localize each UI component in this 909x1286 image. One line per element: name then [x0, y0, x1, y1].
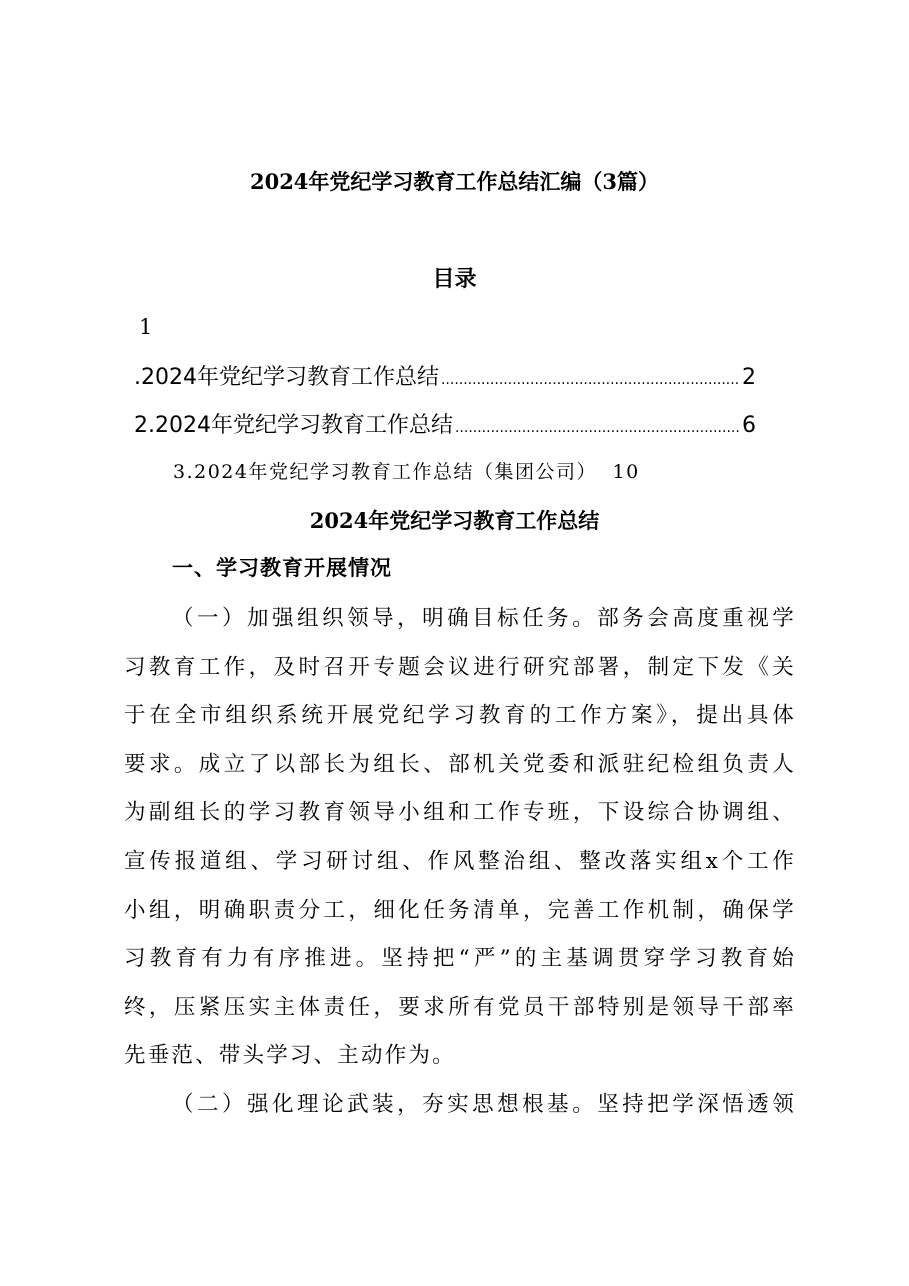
toc-entry-page: 2	[742, 365, 756, 390]
toc-entry-label: 2.2024年党纪学习教育工作总结	[134, 413, 453, 438]
toc-stray-number: 1	[139, 315, 153, 339]
toc-entry-page: 10	[612, 461, 640, 483]
paragraph-line: 终，压紧压实主体责任，要求所有党员干部特别是领导干部率	[124, 994, 796, 1020]
toc-entry-label: .2024年党纪学习教育工作总结	[134, 365, 439, 390]
paragraph-line: 要求。成立了以部长为组长、部机关党委和派驻纪检组负责人	[124, 751, 796, 777]
paragraph-line: 为副组长的学习教育领导小组和工作专班，下设综合协调组、	[124, 800, 796, 826]
toc-entry[interactable]	[173, 457, 640, 484]
toc-entry[interactable]	[134, 360, 756, 391]
toc-entry-label: 3.2024年党纪学习教育工作总结（集团公司）	[173, 461, 597, 483]
paragraph-line: 于在全市组织系统开展党纪学习教育的工作方案》，提出具体	[124, 703, 796, 729]
toc-entry[interactable]	[134, 408, 756, 439]
paragraph-line: 宣传报道组、学习研讨组、作风整治组、整改落实组x个工作	[124, 848, 796, 874]
body-text	[124, 595, 796, 1130]
paragraph-line: 小组，明确职责分工，细化任务清单，完善工作机制，确保学	[124, 897, 796, 923]
paragraph-line: 先垂范、带头学习、主动作为。	[124, 1043, 456, 1069]
toc-leader-dots	[455, 420, 740, 436]
section-title: 2024年党纪学习教育工作总结	[309, 508, 600, 533]
paragraph-line: 习教育有力有序推进。坚持把“严”的主基调贯穿学习教育始	[124, 946, 796, 972]
paragraph-line: 习教育工作，及时召开专题会议进行研究部署，制定下发《关	[124, 654, 796, 680]
paragraph-line: （一）加强组织领导，明确目标任务。部务会高度重视学	[172, 606, 796, 631]
paragraph-line: （二）强化理论武装，夯实思想根基。坚持把学深悟透领	[172, 1091, 796, 1117]
toc-heading: 目录	[432, 266, 477, 292]
heading-1: 一、学习教育开展情况	[172, 556, 392, 580]
document-title: 2024年党纪学习教育工作总结汇编（3篇）	[249, 169, 660, 194]
toc-entry-page: 6	[742, 413, 756, 438]
toc-leader-dots	[441, 372, 740, 388]
